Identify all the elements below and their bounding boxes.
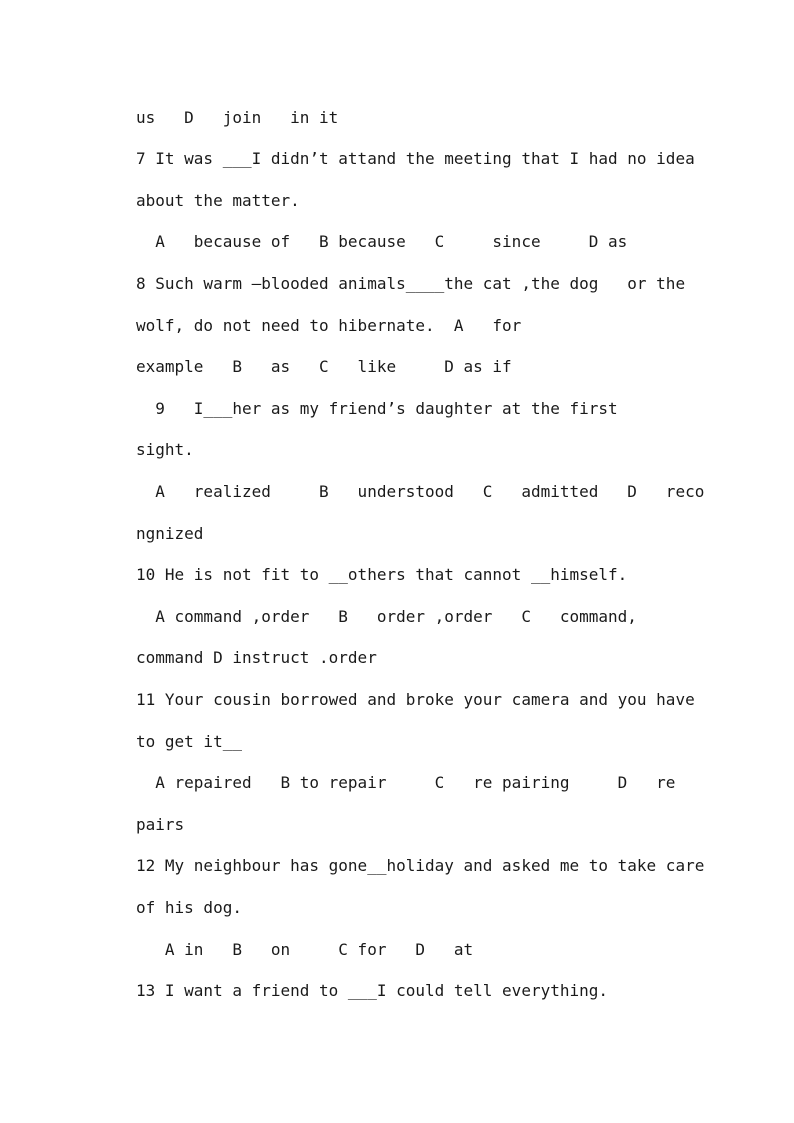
text-line: ngnized	[136, 524, 204, 543]
text-line: 10 He is not fit to __others that cannot __himself.	[136, 565, 628, 584]
text-line: 11 Your cousin borrowed and broke your camera and you have	[136, 690, 695, 709]
text-line: 9 I___her as my friend’s daughter at the first	[136, 399, 618, 418]
text-line: of his dog.	[136, 898, 242, 917]
text-line: 12 My neighbour has gone__holiday and asked me to take care	[136, 856, 705, 875]
text-line: example B as C like D as if	[136, 357, 512, 376]
text-line: us D join in it	[136, 108, 339, 127]
text-line: A command ,order B order ,order C command,	[136, 607, 637, 626]
text-line: command D instruct .order	[136, 648, 377, 667]
text-line: 13 I want a friend to ___I could tell everything.	[136, 981, 609, 1000]
text-line: A in B on C for D at	[136, 940, 474, 959]
text-line: 7 It was ___I didn’t attand the meeting that I had no idea	[136, 149, 695, 168]
text-line: A repaired B to repair C re pairing D re	[136, 773, 676, 792]
text-line: 8 Such warm –blooded animals____the cat ,the dog or the	[136, 274, 686, 293]
text-line: A because of B because C since D as	[136, 232, 628, 251]
text-line: pairs	[136, 815, 185, 834]
text-line: about the matter.	[136, 191, 300, 210]
text-line: A realized B understood C admitted D reco	[136, 482, 705, 501]
text-line: sight.	[136, 440, 194, 459]
text-line: wolf, do not need to hibernate. A for	[136, 316, 522, 335]
text-line: to get it__	[136, 732, 242, 751]
